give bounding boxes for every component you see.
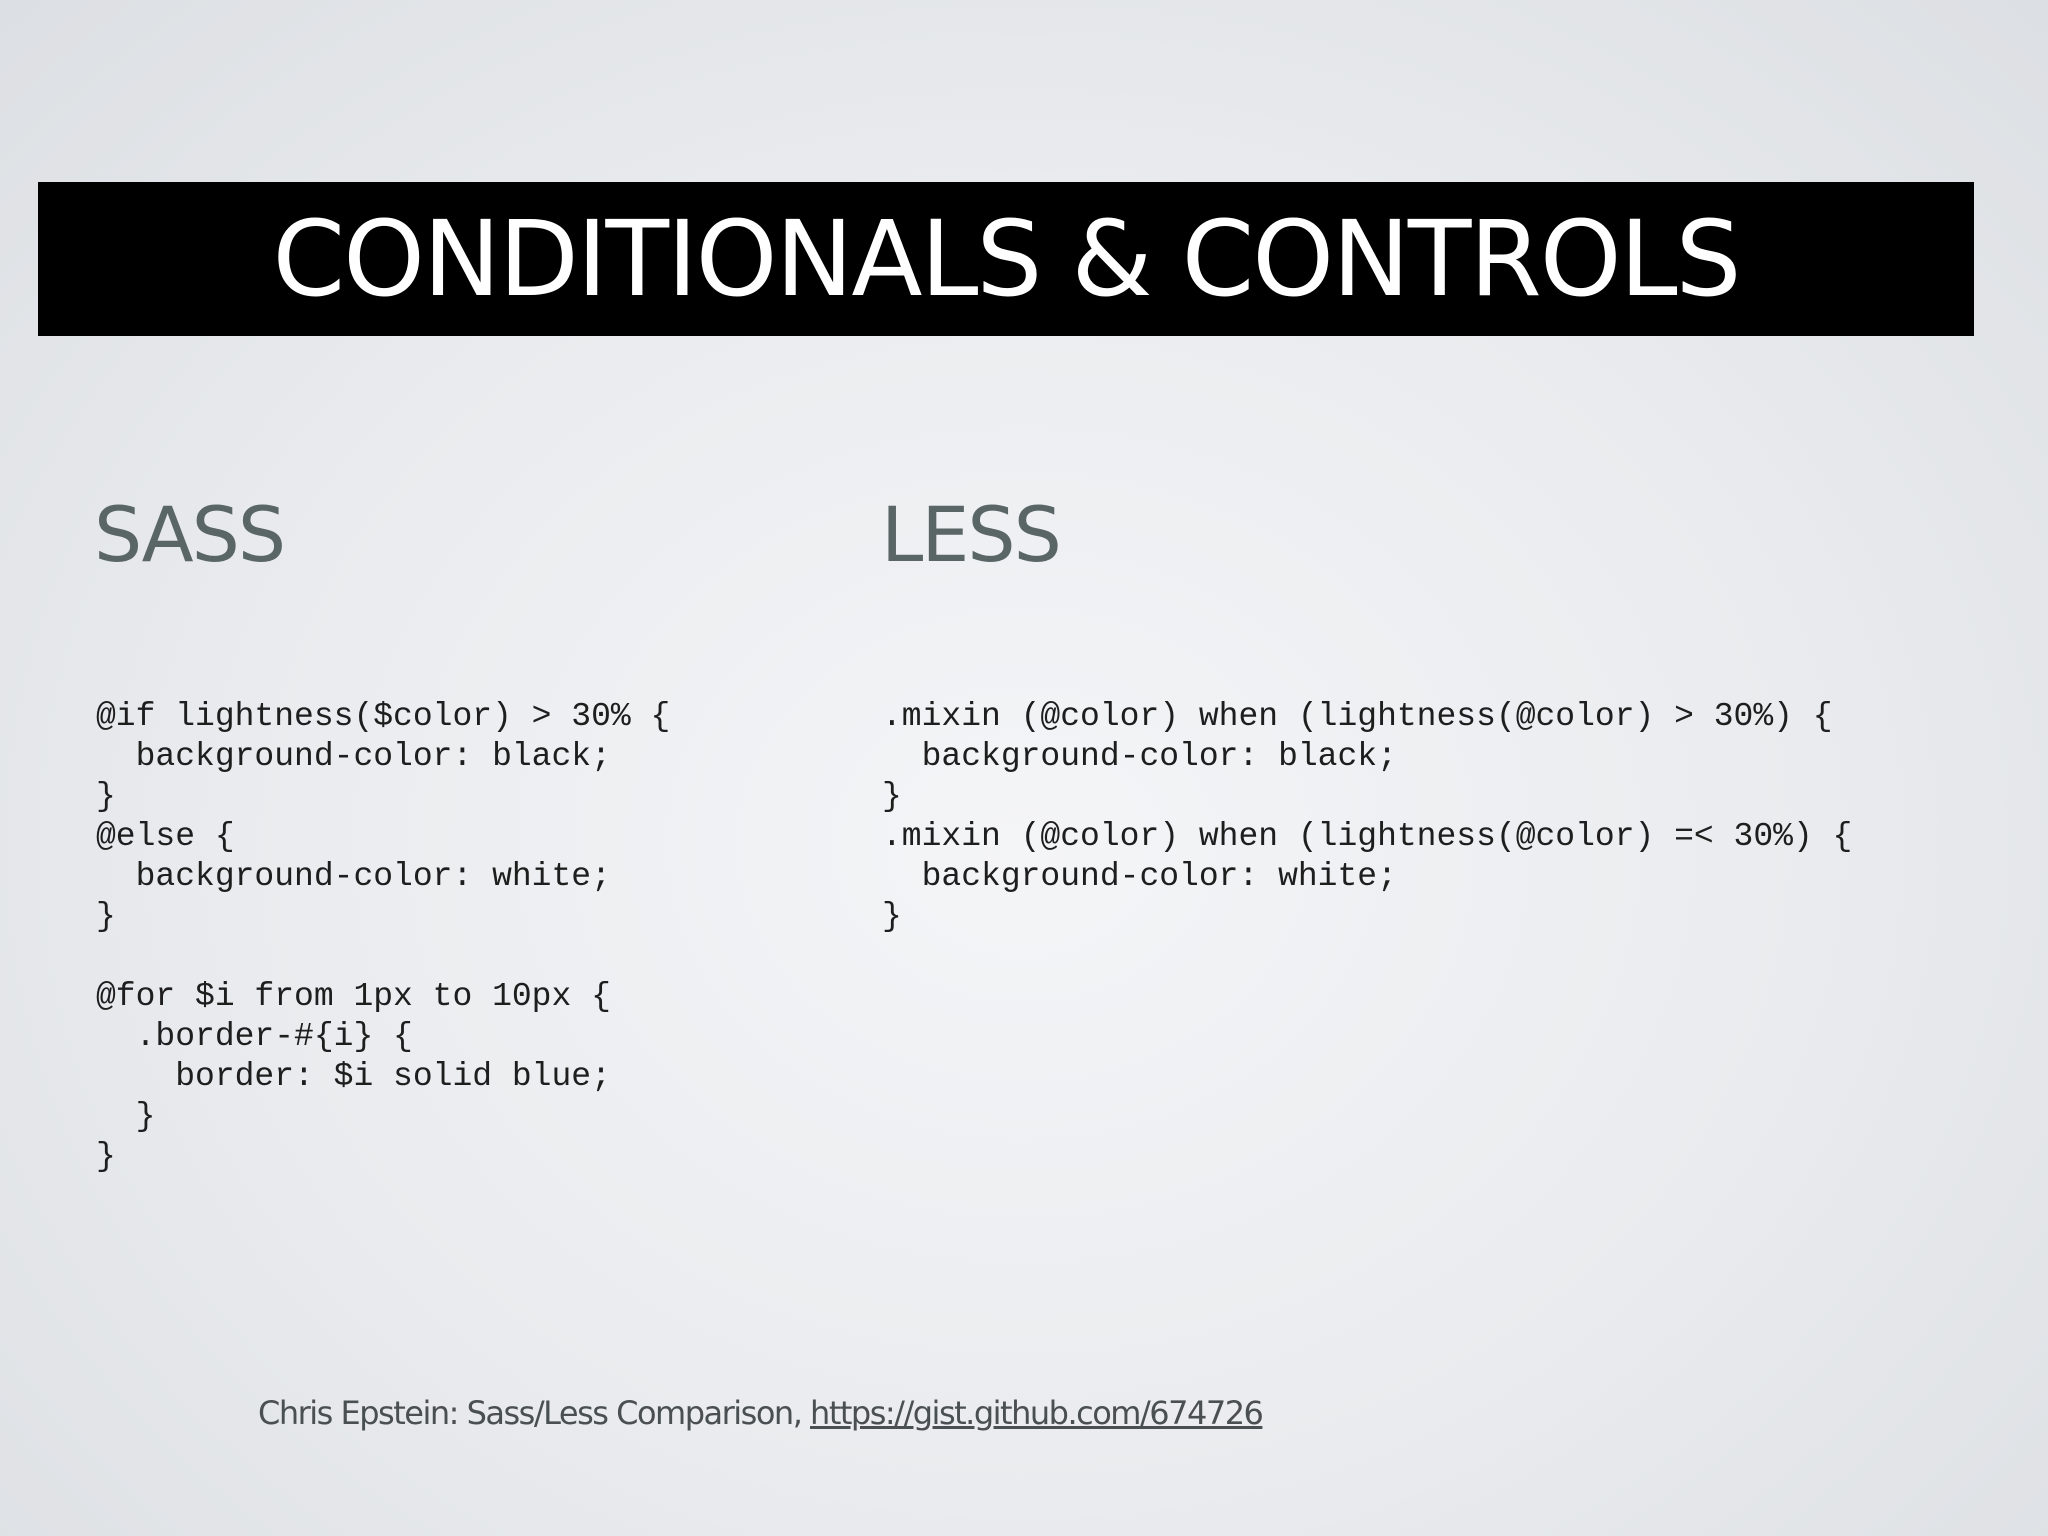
sass-heading: SASS	[94, 490, 285, 579]
less-code-block	[882, 697, 1852, 937]
citation-text: Chris Epstein: Sass/Less Comparison,	[258, 1394, 811, 1432]
code-line: }	[96, 1098, 156, 1135]
code-line: .border-#{i} {	[96, 1018, 413, 1055]
code-line: border: $i solid blue;	[96, 1058, 611, 1095]
code-line: background-color: white;	[96, 858, 611, 895]
title-bar	[38, 182, 1974, 336]
code-line: .mixin (@color) when (lightness(@color) > 30%) {	[882, 698, 1833, 735]
code-line: @else {	[96, 818, 235, 855]
code-line: }	[882, 898, 902, 935]
code-line: background-color: black;	[96, 738, 611, 775]
code-line: background-color: white;	[882, 858, 1397, 895]
code-line: @for $i from 1px to 10px {	[96, 978, 611, 1015]
code-line: background-color: black;	[882, 738, 1397, 775]
gist-link[interactable]: https://gist.github.com/674726	[810, 1394, 1263, 1432]
slide-title: CONDITIONALS & CONTROLS	[272, 198, 1740, 320]
code-line: }	[882, 778, 902, 815]
code-line: @if lightness($color) > 30% {	[96, 698, 671, 735]
code-line: }	[96, 1138, 116, 1175]
code-line: }	[96, 778, 116, 815]
code-line	[96, 937, 670, 977]
sass-code-block	[96, 697, 670, 1177]
footer-citation	[258, 1394, 1262, 1432]
code-line: .mixin (@color) when (lightness(@color) =< 30%) {	[882, 818, 1853, 855]
less-heading: LESS	[881, 490, 1060, 579]
code-line: }	[96, 898, 116, 935]
